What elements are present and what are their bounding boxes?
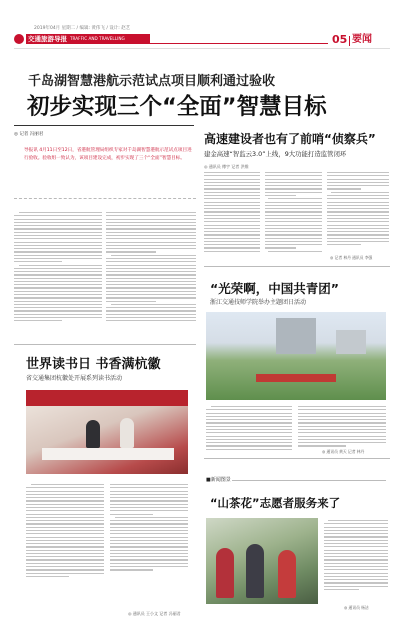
section-divider	[349, 36, 350, 46]
reading-subhead: 省交通集团杭徽处开展系列读书活动	[26, 375, 123, 382]
header-rule	[150, 43, 328, 44]
highway-body-col3	[327, 172, 389, 245]
reading-credit: ◎ 通讯员 王小文 记者 冯丽君	[128, 611, 181, 616]
header-bottom-rule	[14, 48, 390, 49]
reading-body-col1	[26, 484, 104, 577]
newspaper-logo	[14, 34, 24, 44]
date-line: 2019年04月 星期二 / 编辑: 黄伟飞 / 设计: 赵艺	[34, 26, 131, 31]
lead-kicker: 千岛湖智慧港航示范试点项目顺利通过验收	[28, 74, 276, 89]
logo-banner	[26, 34, 150, 44]
lead-body-col1	[14, 212, 102, 321]
highway-body-col1	[204, 172, 260, 252]
logo-text: 交通旅游导报	[28, 34, 67, 43]
lead-byline: ◎ 记者 冯丽君	[14, 132, 44, 137]
lead-summary: 导报讯 4月11日至12日，省港航管理局组织专家对千岛湖智慧港航示范试点项目进行验收。验收组一致认为，该项目建设完成，初步实现了三个“全面”智慧目标。	[24, 148, 192, 162]
news-flash-body	[324, 520, 388, 590]
news-flash-photo-person	[278, 550, 296, 598]
highway-byline: ◎ 通讯员 傅宇 记者 洪维	[204, 164, 249, 169]
reading-photo-table	[42, 448, 174, 460]
headline-rule	[14, 125, 194, 126]
news-flash-photo	[206, 518, 318, 604]
youth-credit: ◎ 通讯员 黄天 记者 林丹	[322, 449, 365, 454]
youth-photo-building	[336, 330, 366, 354]
highway-headline: 高速建设者也有了前哨“侦察兵”	[204, 132, 376, 146]
news-flash-rule	[232, 480, 386, 481]
summary-divider	[14, 198, 196, 199]
reading-photo-person	[86, 420, 100, 448]
news-flash-divider	[204, 458, 390, 459]
news-flash-photo-person	[216, 548, 234, 598]
youth-body-col1	[206, 406, 292, 450]
lead-headline: 初步实现三个“全面”智慧目标	[27, 94, 327, 120]
youth-body-col2	[298, 406, 386, 447]
news-flash-photo-person	[246, 544, 264, 598]
youth-subhead: 浙江交通技师学院举办主题团日活动	[210, 299, 307, 306]
youth-photo-building	[276, 318, 316, 354]
youth-photo	[206, 312, 386, 400]
news-flash-credit: ◎ 通讯员 杨洁	[344, 605, 369, 610]
news-flash-label: ■新闻图景	[206, 477, 231, 483]
reading-headline: 世界读书日 书香满杭徽	[26, 357, 161, 372]
reading-divider	[14, 344, 196, 345]
news-flash-headline: “山茶花”志愿者服务来了	[210, 496, 341, 510]
reading-photo	[26, 390, 188, 474]
logo-english: TRAFFIC AND TRAVELLING	[70, 35, 125, 41]
section-label: 要闻	[352, 34, 372, 45]
youth-photo-crowd	[256, 374, 336, 382]
highway-body-col2	[265, 172, 322, 252]
reading-photo-banner	[26, 390, 188, 406]
reading-body-col2	[110, 484, 188, 571]
youth-divider	[204, 266, 390, 267]
page-number: 05	[332, 33, 348, 46]
youth-headline: “光荣啊，中国共青团”	[210, 281, 339, 296]
highway-credit: ◎ 记者 林丹 通讯员 李强	[330, 255, 373, 260]
reading-photo-person	[120, 418, 134, 448]
lead-body-col2	[106, 212, 196, 321]
highway-subhead: 建金高速“智监云3.0”上线，9大功能打造监管闭环	[204, 150, 347, 158]
